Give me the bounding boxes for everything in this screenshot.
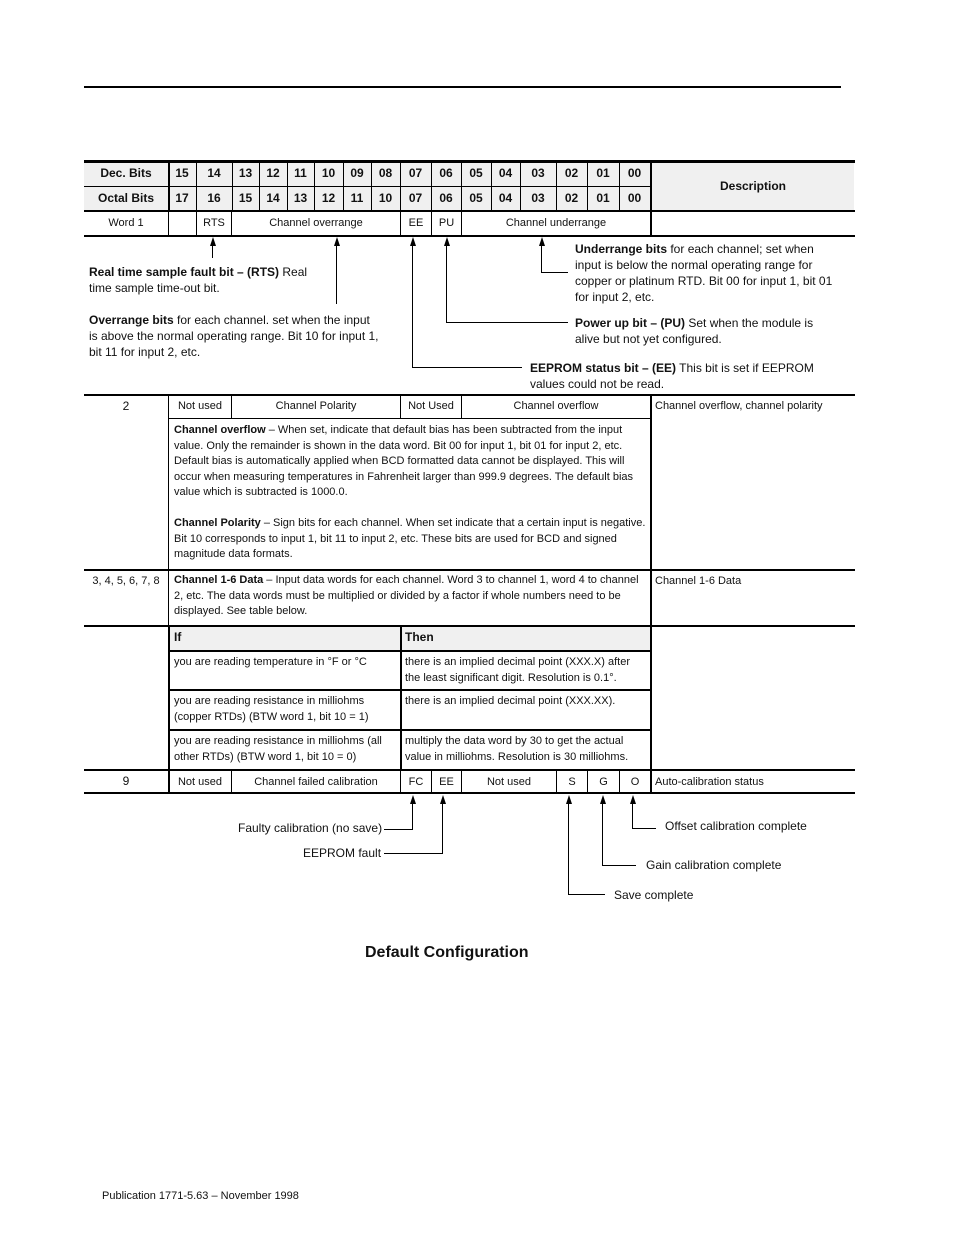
dec-bit-cell: 12 xyxy=(266,166,280,180)
word9-not-used: Not used xyxy=(177,776,223,788)
pu-cell: PU xyxy=(438,217,455,229)
dec-bit-cell: 02 xyxy=(564,166,579,180)
octal-bit-cell: 14 xyxy=(266,191,280,205)
octal-bit-cell: 05 xyxy=(469,191,483,205)
gain-arrow xyxy=(600,795,606,804)
if-row-3: you are reading resistance in milliohms (all other RTDs) (BTW word 1, bit 10 = 0) xyxy=(174,735,382,763)
octal-bit-cell: 02 xyxy=(564,191,579,205)
word9-number: 9 xyxy=(122,774,130,788)
word2-not-used: Not used xyxy=(177,400,223,412)
overrange-arrow xyxy=(334,237,340,246)
underrange-arrow xyxy=(539,237,545,246)
gain-calibration-note: Gain calibration complete xyxy=(646,858,782,872)
word9-description: Auto-calibration status xyxy=(655,776,764,788)
octal-bit-cell: 03 xyxy=(531,191,545,205)
octal-bit-cell: 01 xyxy=(596,191,610,205)
dec-bit-cell: 06 xyxy=(439,166,453,180)
g-cell: G xyxy=(599,776,608,788)
octal-bit-cell: 11 xyxy=(350,191,364,205)
fc-cell: FC xyxy=(408,776,424,788)
then-row-1: there is an implied decimal point (XXX.X) after the least significant digit. Resolution is 0.1°. xyxy=(405,656,630,684)
word2-number: 2 xyxy=(122,399,130,413)
octal-bit-cell: 16 xyxy=(207,191,221,205)
top-rule xyxy=(84,86,841,88)
channel-overflow-text: Channel overflow – When set, indicate that default bias has been subtracted from the input value. Only the remainder is shown in the data word. Bit 00 for input 1, bit 01 for input 2, etc. Default bias is automatically applied when BCD formatted data cannot be displayed. This will occur when measuring temperatures in Fahrenheit larger than 999.9 degrees. The default bias value which is subtracted is 1000.0. xyxy=(174,424,634,498)
dec-bit-cell: 14 xyxy=(207,166,221,180)
word3-8-number: 3, 4, 5, 6, 7, 8 xyxy=(92,575,160,587)
pu-arrow xyxy=(444,237,450,246)
channel-overflow-cell: Channel overflow xyxy=(513,400,599,412)
channel-failed-calibration-cell: Channel failed calibration xyxy=(254,776,378,788)
dec-bit-cell: 10 xyxy=(321,166,336,180)
then-row-2: there is an implied decimal point (XXX.XX). xyxy=(405,695,616,707)
dec-bit-cell: 07 xyxy=(408,166,423,180)
word3-description: Channel 1-6 Data xyxy=(655,575,742,587)
channel-polarity-text: Channel Polarity – Sign bits for each channel. When set indicate that a certain input is negative. Bit 10 corresponds to input 1, bit 11 to input 2, etc. These bits are used for BCD and signed magnitude data formats. xyxy=(174,517,646,560)
dec-bits-label: Dec. Bits xyxy=(100,166,152,180)
then-row-3: multiply the data word by 30 to get the actual value in milliohms. Resolution is 30 milliohms. xyxy=(405,735,629,763)
save-complete-note: Save complete xyxy=(614,888,694,902)
dec-bit-cell: 01 xyxy=(596,166,610,180)
dec-bit-cell: 09 xyxy=(350,166,364,180)
word2-not-used-2: Not Used xyxy=(408,400,454,412)
octal-bit-cell: 15 xyxy=(238,191,253,205)
underrange-note: Underrange bits for each channel; set when input is below the normal operating range for copper or platinum RTD. Bit 00 for input 1, bit 01 for input 2, etc. xyxy=(575,242,833,304)
word9-ee-cell: EE xyxy=(439,776,454,788)
octal-bit-cell: 12 xyxy=(321,191,336,205)
dec-bit-cell: 05 xyxy=(469,166,483,180)
dec-bit-cell: 00 xyxy=(627,166,642,180)
save-arrow xyxy=(566,795,572,804)
publication-footer: Publication 1771-5.63 – November 1998 xyxy=(102,1190,299,1202)
rts-cell: RTS xyxy=(203,217,225,229)
dec-bit-cell: 13 xyxy=(238,166,253,180)
s-cell: S xyxy=(568,776,576,788)
octal-bits-label: Octal Bits xyxy=(97,191,154,205)
octal-bit-cell: 10 xyxy=(378,191,393,205)
if-row-2: you are reading resistance in milliohms (copper RTDs) (BTW word 1, bit 10 = 1) xyxy=(174,695,369,723)
ee-note: EEPROM status bit – (EE) This bit is set if EEPROM values could not be read. xyxy=(530,361,814,391)
word9-not-used-2: Not used xyxy=(486,776,532,788)
figure-caption: Default Configuration xyxy=(365,944,529,961)
dec-bit-cell: 03 xyxy=(531,166,545,180)
word1-label: Word 1 xyxy=(108,217,144,229)
then-header: Then xyxy=(405,630,434,644)
description-header: Description xyxy=(719,179,786,193)
dec-bit-cell: 04 xyxy=(498,166,513,180)
channel-data-text: Channel 1-6 Data – Input data words for each channel. Word 3 to channel 1, word 4 to channel 2, etc. The data words must be multiplied or divided by a factor if whole numbers need to be displayed. See table below. xyxy=(174,574,639,617)
ee-cell: EE xyxy=(408,217,424,229)
word2-description: Channel overflow, channel polarity xyxy=(655,400,823,412)
offset-calibration-note: Offset calibration complete xyxy=(665,819,807,833)
if-row-1: you are reading temperature in °F or °C xyxy=(174,656,367,668)
dec-bit-cell: 15 xyxy=(175,166,189,180)
octal-bit-cell: 04 xyxy=(498,191,513,205)
octal-bit-cell: 07 xyxy=(408,191,423,205)
ee-arrow xyxy=(410,237,416,246)
channel-polarity-cell: Channel Polarity xyxy=(275,400,357,412)
o-cell: O xyxy=(630,776,640,788)
channel-underrange-cell: Channel underrange xyxy=(505,217,607,229)
octal-bit-cell: 13 xyxy=(293,191,308,205)
rts-arrow xyxy=(210,237,216,246)
faulty-calibration-note: Faulty calibration (no save) xyxy=(238,821,383,835)
rts-note: Real time sample fault bit – (RTS) Real time sample time-out bit. xyxy=(89,265,308,295)
octal-bit-cell: 00 xyxy=(627,191,642,205)
if-header: If xyxy=(174,630,182,644)
dec-bit-cell: 08 xyxy=(378,166,393,180)
channel-overrange-cell: Channel overrange xyxy=(269,217,363,229)
octal-bit-cell: 06 xyxy=(439,191,453,205)
octal-bit-cell: 17 xyxy=(175,191,189,205)
eeprom-fault-arrow xyxy=(440,795,446,804)
pu-note: Power up bit – (PU) Set when the module is alive but not yet configured. xyxy=(575,316,814,346)
eeprom-fault-note: EEPROM fault xyxy=(303,846,382,860)
dec-bit-cell: 11 xyxy=(294,166,307,180)
overrange-note: Overrange bits for each channel. set when the input is above the normal operating range. Bit 10 for input 1, bit 11 for input 2, etc. xyxy=(89,313,379,359)
offset-arrow xyxy=(630,795,636,804)
fc-arrow xyxy=(410,795,416,804)
